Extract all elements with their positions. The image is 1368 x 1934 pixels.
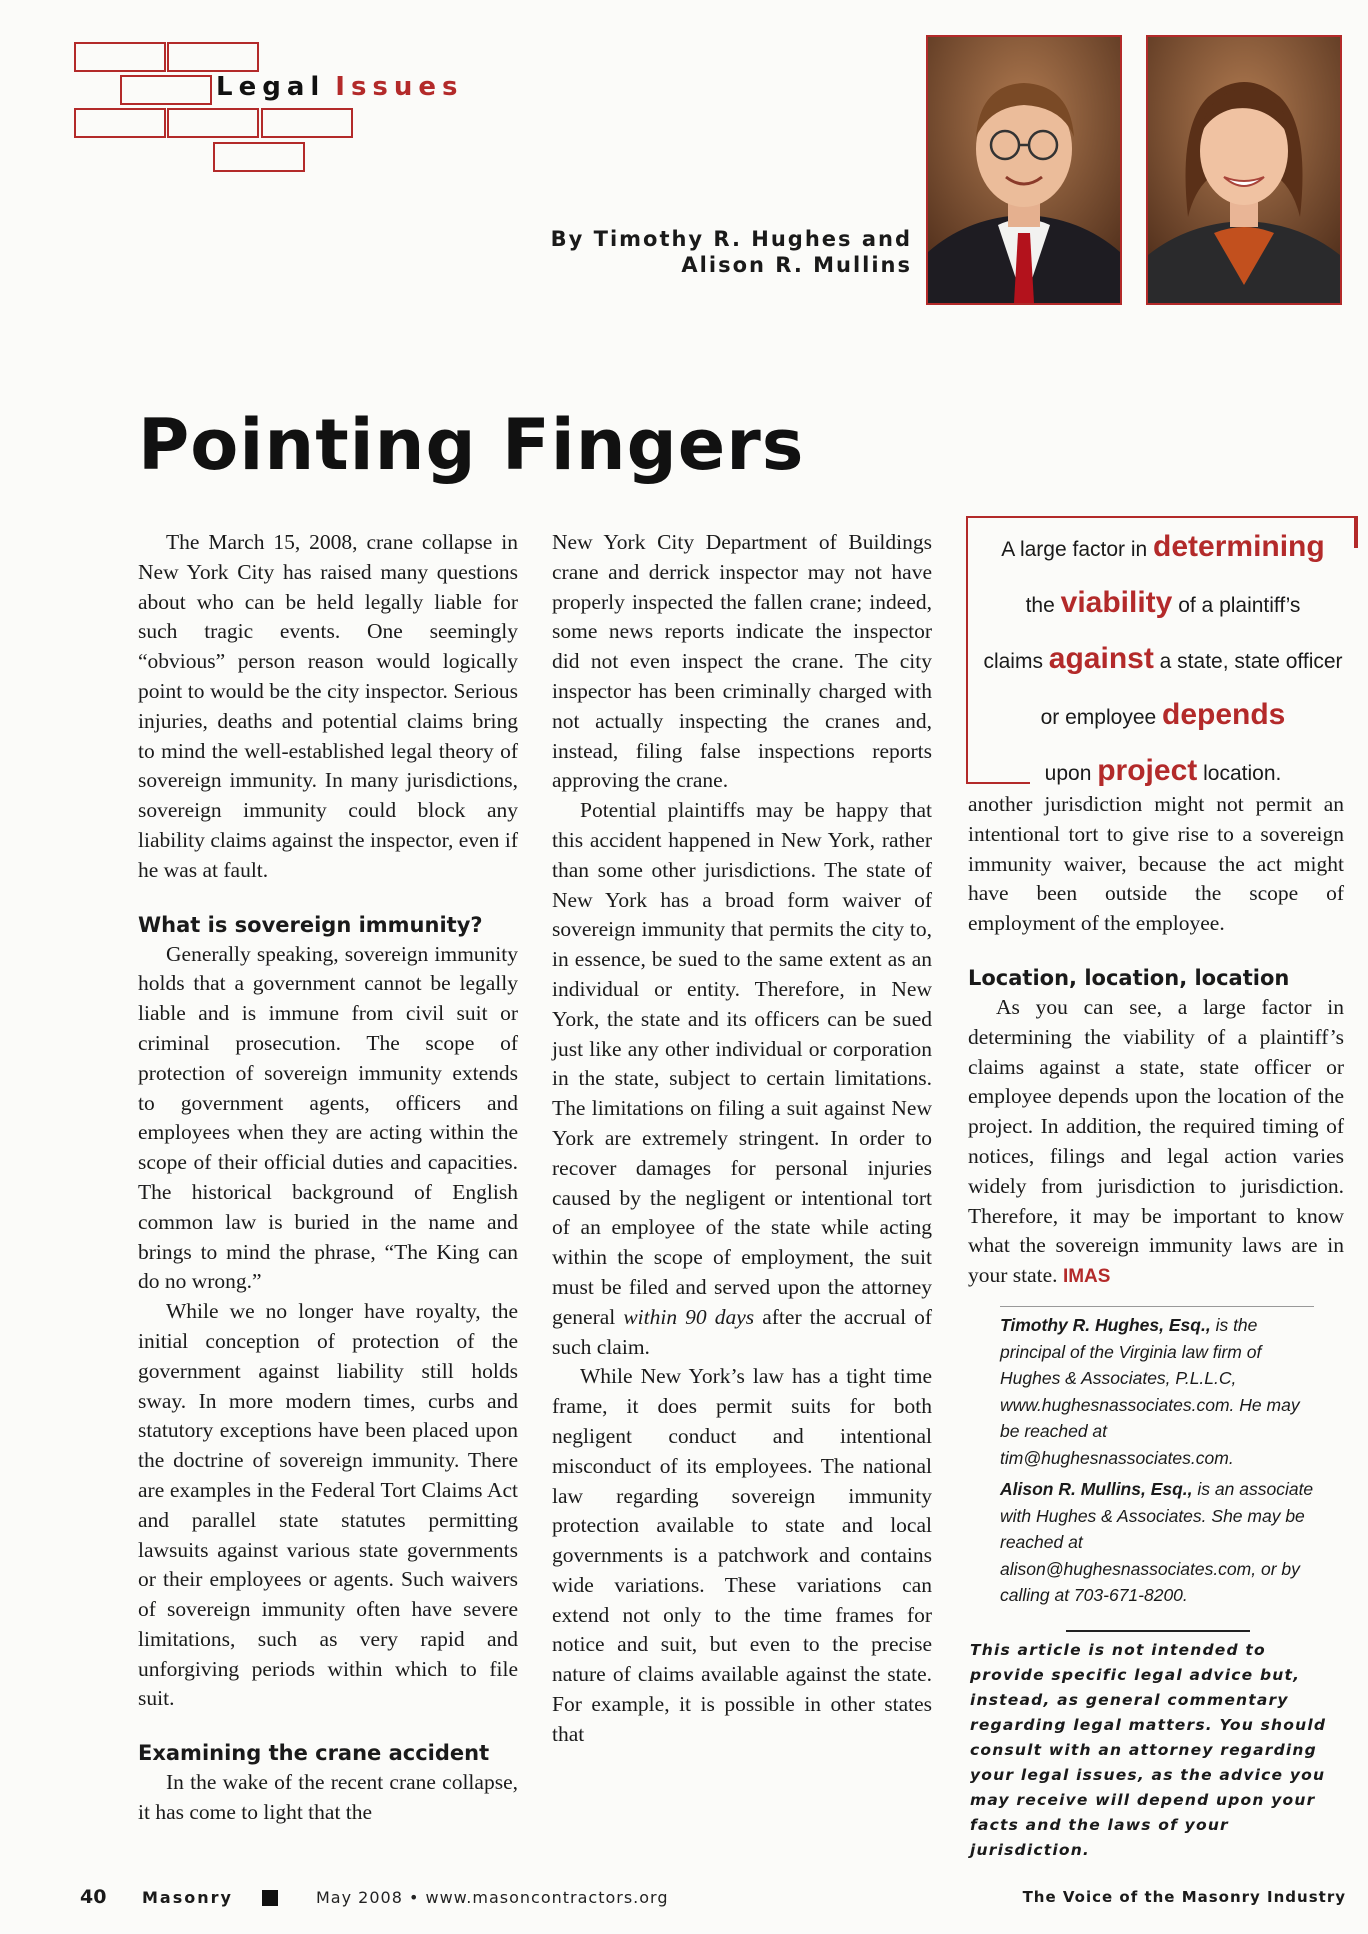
pull-quote	[966, 516, 1358, 787]
issue-info: May 2008 • www.masoncontractors.org	[316, 1888, 669, 1907]
paragraph: While we no longer have royalty, the initial conception of protection of the government against liability still holds sway. In more modern times, curbs and statutory exceptions have been placed upon the doctrine of sovereign immunity. There are examples in the Federal Tort Claims Act and parallel state statutes permitting lawsuits against various state governments or their employees or agents. Such waivers of sovereign immunity often have severe limitations, such as very rapid and unforgiving periods within which to file suit.	[138, 1299, 518, 1711]
section-word-issues: Issues	[335, 72, 464, 102]
disclaimer-rule	[1066, 1630, 1250, 1632]
bio-mullins: Alison R. Mullins, Esq., is an associate with Hughes & Associates. She may be reached at alison@hughesnassociates.com, or by calling at 703-671-8200.	[1000, 1479, 1314, 1605]
article-column-3	[968, 790, 1344, 1292]
bio-name: Alison R. Mullins, Esq.,	[1000, 1479, 1193, 1499]
magazine-name: Masonry	[142, 1888, 233, 1907]
bio-name: Timothy R. Hughes, Esq.,	[1000, 1315, 1211, 1335]
page-number: 40	[80, 1886, 107, 1908]
article-headline: Pointing Fingers	[138, 404, 805, 486]
byline-line-1: By Timothy R. Hughes and	[550, 227, 912, 251]
logo-brick	[213, 142, 305, 172]
subheading-sovereign-immunity: What is sovereign immunity?	[138, 912, 483, 937]
paragraph: Generally speaking, sovereign immunity holds that a government cannot be legally liable and is immune from civil suit or criminal prosecution. The scope of protection of sovereign immunity extends to government agents, officers and employees when they are acting within the scope of their official duties and capacities. The historical background of English common law is buried in the name and brings to mind the phrase, “The King can do no wrong.”	[138, 941, 518, 1294]
paragraph: As you can see, a large factor in determining the viability of a plaintiff’s claims against a state, state officer or employee depends upon the location of the project. In addition, the required timing of notices, filings and legal action varies widely from jurisdiction to jurisdiction. Therefore, it may be important to know what the sovereign immunity laws are in your state. IMAS	[968, 994, 1344, 1288]
subheading-crane-accident: Examining the crane accident	[138, 1741, 490, 1766]
paragraph-text: after the accrual of such claim.	[552, 1304, 933, 1359]
logo-brick	[74, 108, 166, 138]
author-photo-hughes	[926, 35, 1122, 305]
paragraph: The March 15, 2008, crane collapse in New York City has raised many questions about who can be held legally liable for such tragic events. One seemingly “obvious” person reason would logically point to would be the city inspector. Serious injuries, deaths and potential claims bring to mind the well-established legal theory of sovereign immunity. In many jurisdictions, sovereign immunity could block any liability claims against the inspector, even if he was at fault.	[138, 530, 518, 882]
byline	[551, 226, 912, 278]
paragraph: another jurisdiction might not permit an intentional tort to give rise to a sovereign immunity waiver, because the act might have been outside the scope of employment of the employee.	[968, 792, 1344, 936]
end-mark-imas: IMAS	[1062, 1266, 1111, 1288]
pull-quote-line: A large factor in determining	[1001, 530, 1325, 563]
footer-tagline: The Voice of the Masonry Industry	[1022, 1888, 1346, 1906]
bio-divider	[1000, 1306, 1314, 1307]
portrait-woman-icon	[1148, 37, 1340, 303]
legal-disclaimer: This article is not intended to provide specific legal advice but, instead, as general commentary regarding legal matters. You should consult with an attorney regarding your legal issues, as the advice you may receive will depend upon your facts and the laws of your jurisdiction.	[970, 1641, 1327, 1859]
subheading-location: Location, location, location	[968, 965, 1290, 990]
logo-brick	[120, 75, 212, 105]
pull-quote-tick	[1354, 518, 1358, 548]
pull-quote-corner	[966, 782, 1030, 784]
paragraph	[552, 796, 932, 1362]
article-column-1	[138, 528, 518, 1828]
pull-quote-line: or employee depends	[1040, 698, 1286, 731]
paragraph: While New York’s law has a tight time frame, it does permit suits for both negligent conduct and intentional misconduct of its employees. The national law regarding sovereign immunity protection available to state and local governments is a patchwork and contains wide variations. These variations can extend not only to the time frames for notice and suit, but even to the precise nature of claims available against the state. For example, it is possible in other states that	[552, 1364, 932, 1746]
byline-line-2: Alison R. Mullins	[681, 253, 912, 277]
logo-brick	[167, 42, 259, 72]
article-column-2	[552, 528, 932, 1750]
pull-quote-line: upon project location.	[1044, 754, 1282, 787]
paragraph: New York City Department of Buildings crane and derrick inspector may not have properly inspected the fallen crane; indeed, some news reports indicate the inspector did not even inspect the crane. The city inspector has been criminally charged with not actually inspecting the cranes and, instead, filing false inspections reports approving the crane.	[552, 530, 932, 793]
section-word-legal: Legal	[216, 72, 326, 102]
paragraph: In the wake of the recent crane collapse, it has come to light that the	[138, 1770, 518, 1825]
emphasis-deadline: within 90 days	[623, 1304, 755, 1329]
pull-quote-line: the viability of a plaintiff’s	[1025, 586, 1301, 619]
pull-quote-line: claims against a state, state officer	[983, 642, 1343, 675]
paragraph-text: Potential plaintiffs may be happy that this accident happened in New York, rather than some other jurisdictions. The state of New York has a broad form waiver of sovereign immunity that permits the city to, in essence, be sued to the same extent as an individual or entity. Therefore, in New York, the state and its officers can be sued just like any other individual or corporation in the state, subject to certain limitations. The limitations on filing a suit against New York are extremely stringent. In order to recover damages for personal injuries caused by the negligent or intentional tort of an employee of the state while acting within the scope of employment, the suit must be filed and served upon the attorney general	[552, 798, 932, 1329]
section-label	[216, 72, 464, 102]
author-photo-mullins	[1146, 35, 1342, 305]
footer-square-icon	[262, 1890, 278, 1906]
logo-brick	[74, 42, 166, 72]
bio-hughes: Timothy R. Hughes, Esq., is the principal of the Virginia law firm of Hughes & Associates, P.L.L.C, www.hughesnassociates.com. He may be reached at tim@hughesnassociates.com.	[1000, 1315, 1300, 1468]
logo-brick	[261, 108, 353, 138]
portrait-man-icon	[928, 37, 1120, 303]
logo-brick	[167, 108, 259, 138]
